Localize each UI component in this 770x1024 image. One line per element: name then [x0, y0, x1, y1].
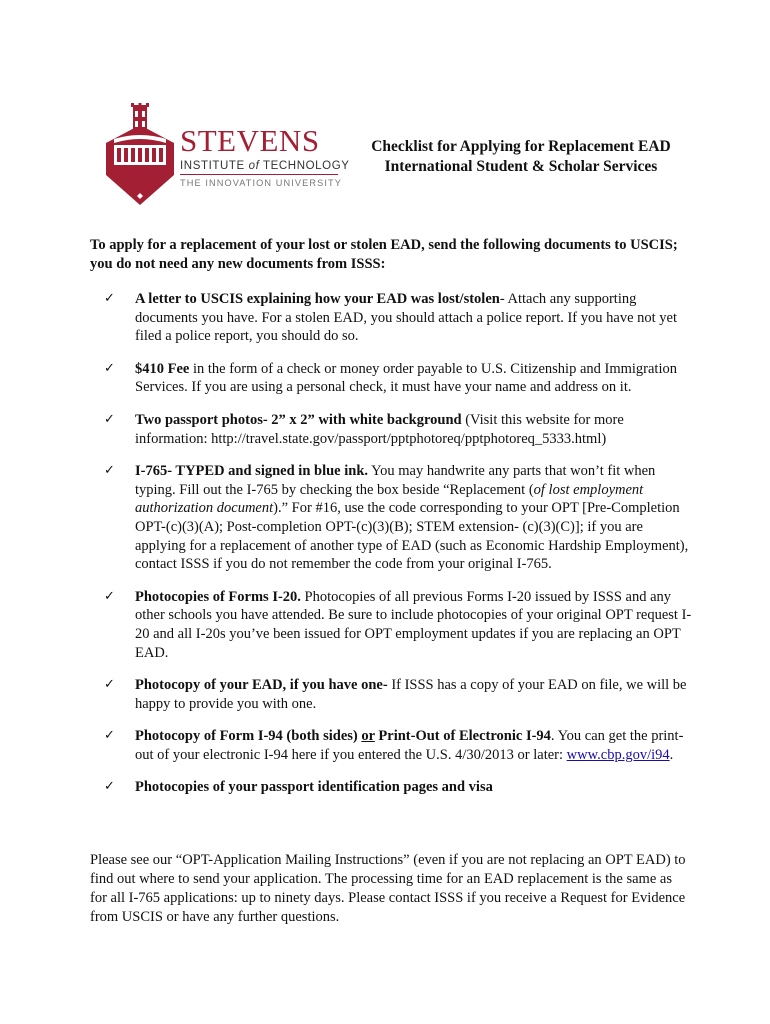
checklist-item — [104, 676, 694, 713]
item-italic-text: of lost employment authorization document — [135, 481, 644, 517]
document-title — [358, 137, 684, 177]
checklist-item — [104, 411, 694, 448]
checklist-item — [104, 290, 694, 346]
item-heading-part: Photocopy of Form I-94 (both sides) — [135, 728, 362, 745]
item-heading: $410 Fee — [135, 360, 190, 377]
item-heading: Two passport photos- 2” x 2” with white background — [135, 411, 462, 428]
item-text: Photocopies of all previous Forms I-20 issued by ISSS and any other schools you have attended. Be sure to include photocopies of your original OPT request I-20 and all I-20s you’ve been issued for OPT employment updates if you are replacing an OPT EAD. — [135, 588, 692, 661]
checkmark-icon: ✓ — [104, 728, 115, 744]
checklist-item — [104, 360, 694, 397]
checkmark-icon: ✓ — [104, 463, 115, 479]
item-text-end: . — [669, 746, 674, 763]
item-heading: A letter to USCIS explaining how your EAD was lost/stolen — [135, 291, 500, 307]
title-line-1: Checklist for Applying for Replacement EAD — [371, 138, 671, 155]
checkmark-icon: ✓ — [104, 588, 115, 604]
brand-subtitle-prefix: INSTITUTE — [180, 160, 249, 172]
item-heading-underlined: or — [361, 728, 375, 745]
checkmark-icon: ✓ — [104, 360, 115, 376]
closing-paragraph: Please see our “OPT-Application Mailing Instructions” (even if you are not replacing an OPT EAD) to find out where to send your application. The processing time for an EAD replacement is the same as for all I-765 applications: up to ninety days. Please contact ISSS if you receive a Request for Evidence from USCIS or have any further questions. — [90, 852, 686, 925]
checkmark-icon: ✓ — [104, 677, 115, 693]
item-heading — [135, 728, 551, 744]
item-heading-part: Print-Out of Electronic I-94 — [374, 728, 551, 745]
item-heading: Photocopy of your EAD, if you have one- — [135, 677, 388, 694]
checklist-item — [104, 588, 694, 662]
document-checklist — [104, 290, 694, 811]
brand-tagline: THE INNOVATION UNIVERSITY — [180, 178, 342, 188]
item-text: . You can get the print-out of your electronic I-94 here if you entered the U.S. 4/30/2013 or later: — [135, 728, 684, 763]
brand-subtitle-of: of — [248, 160, 260, 172]
brand-subtitle — [180, 160, 350, 172]
brand-divider — [180, 174, 338, 175]
castle-shield-icon — [104, 103, 176, 207]
checkmark-icon: ✓ — [104, 291, 115, 306]
checklist-item — [104, 778, 694, 797]
item-text: (Visit this website for more information: http://travel.state.gov/passport/pptphotoreq/pptphotoreq_5333.html) — [135, 411, 624, 447]
brand-subtitle-suffix: TECHNOLOGY — [259, 160, 350, 172]
title-line-2: International Student & Scholar Services — [384, 158, 658, 175]
stevens-logo — [104, 103, 350, 207]
item-text: You may handwrite any parts that won’t fit when typing. Fill out the I-765 by checking the box beside “Replacement ( — [135, 463, 656, 498]
item-heading: Photocopies of Forms I-20. — [135, 588, 301, 605]
cbp-i94-link[interactable]: www.cbp.gov/i94 — [566, 746, 670, 763]
item-text: - Attach any supporting documents you have. For a stolen EAD, you should attach a police report. If you have not yet filed a police report, you should do so. — [135, 291, 678, 345]
item-text: in the form of a check or money order payable to U.S. Citizenship and Immigration Services. If you are using a personal check, it must have your name and address on it. — [135, 360, 677, 396]
item-text: If ISSS has a copy of your EAD on file, we will be happy to provide you with one. — [135, 677, 687, 712]
checklist-item — [104, 727, 694, 764]
item-text: ).” For #16, use the code corresponding to your OPT [Pre-Completion OPT-(c)(3)(A); Post-completion OPT-(c)(3)(B); STEM extension- (c)(3)(C)]; if you are applying for a replacement of another type of EAD (such as Economic Hardship Employment), contact ISSS if you do not remember the code from your original I-765. — [135, 500, 689, 573]
checklist-item — [104, 462, 694, 574]
item-heading: I-765- TYPED and signed in blue ink. — [135, 463, 369, 480]
intro-paragraph: To apply for a replacement of your lost or stolen EAD, send the following documents to USCIS; you do not need any new documents from ISSS: — [90, 237, 678, 272]
brand-name: STEVENS — [180, 123, 320, 158]
checkmark-icon: ✓ — [104, 779, 115, 795]
checkmark-icon: ✓ — [104, 411, 115, 427]
item-heading: Photocopies of your passport identification pages and visa — [135, 779, 493, 796]
